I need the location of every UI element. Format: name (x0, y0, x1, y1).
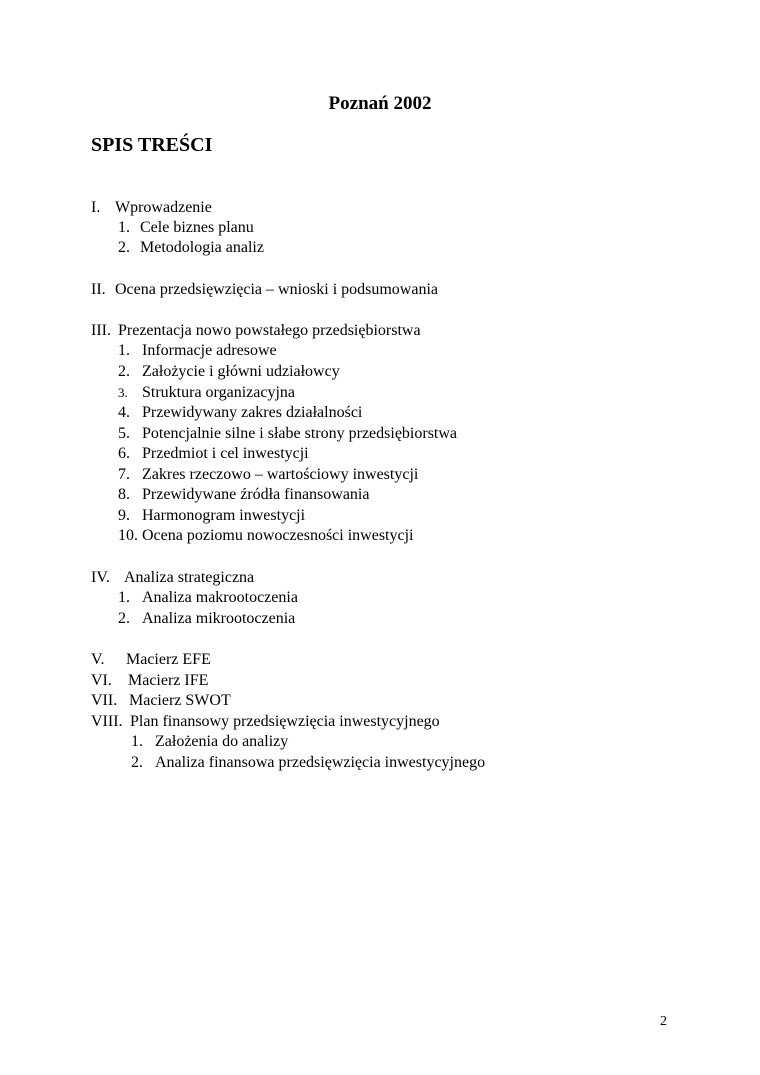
toc-item-title: Struktura organizacyjna (142, 384, 295, 401)
toc-item-number: 6. (118, 445, 130, 462)
toc-item (118, 506, 305, 526)
toc-item-title: Ocena poziomu nowoczesności inwestycji (142, 527, 414, 544)
toc-item (118, 341, 277, 361)
toc-section-6 (91, 671, 208, 691)
toc-section-number: V. (91, 651, 105, 668)
toc-item-title: Analiza finansowa przedsięwzięcia inwestycyjnego (155, 754, 486, 771)
toc-section-number: VII. (91, 692, 118, 709)
toc-item-title: Potencjalnie silne i słabe strony przedsiębiorstwa (142, 425, 458, 442)
toc-section-5 (91, 650, 211, 670)
toc-item-title: Analiza mikrootoczenia (142, 610, 296, 627)
toc-section-number: III. (91, 322, 111, 339)
toc-item-number: 1. (118, 342, 130, 359)
toc-item (118, 609, 295, 629)
toc-item (118, 362, 340, 382)
toc-item-number: 4. (118, 404, 130, 421)
toc-section-title: Plan finansowy przedsięwzięcia inwestycyjnego (130, 713, 440, 730)
toc-item-number: 2. (131, 754, 143, 771)
toc-section-number: I. (91, 199, 101, 216)
toc-item-title: Analiza makrootoczenia (142, 589, 298, 606)
toc-section-4 (91, 568, 254, 588)
toc-item (118, 485, 369, 505)
toc-item (118, 403, 362, 423)
toc-item-number: 2. (118, 610, 130, 627)
toc-item-title: Informacje adresowe (142, 342, 277, 359)
page-title: Poznań 2002 (328, 93, 432, 114)
toc-item-number: 1. (118, 219, 130, 236)
toc-section-number: VI. (91, 672, 112, 689)
toc-section-2 (91, 280, 438, 300)
toc-section-number: II. (91, 281, 106, 298)
toc-section-1 (91, 198, 212, 218)
toc-item-number: 8. (118, 486, 130, 503)
toc-item (118, 424, 457, 444)
toc-section-number: IV. (91, 569, 110, 586)
toc-item (118, 444, 309, 464)
toc-item-number: 2. (118, 363, 130, 380)
toc-item (118, 465, 418, 485)
toc-section-title: Macierz IFE (128, 672, 209, 689)
toc-section-7 (91, 691, 231, 711)
toc-item-number: 1. (131, 733, 143, 750)
toc-item-title: Metodologia analiz (140, 239, 264, 256)
toc-section-title: Macierz EFE (126, 651, 211, 668)
toc-section-title: Prezentacja nowo powstałego przedsiębiorstwa (118, 322, 421, 339)
toc-item (118, 526, 413, 546)
toc-item-number: 7. (118, 466, 130, 483)
toc-item-number: 5. (118, 425, 130, 442)
toc-item (118, 383, 295, 403)
toc-item-number: 10. (118, 527, 138, 544)
toc-section-title: Analiza strategiczna (124, 569, 255, 586)
toc-item-title: Przewidywany zakres działalności (142, 404, 363, 421)
toc-item (118, 238, 264, 258)
toc-item-number: 2. (118, 239, 130, 256)
toc-item-title: Założycie i główni udziałowcy (142, 363, 340, 380)
toc-item (131, 732, 288, 752)
toc-item-number: 9. (118, 507, 130, 524)
toc-item-number: 1. (118, 589, 130, 606)
page-number: 2 (660, 1014, 667, 1029)
toc-section-title: Wprowadzenie (115, 199, 212, 216)
toc-item (118, 588, 298, 608)
toc-section-title: Macierz SWOT (129, 692, 231, 709)
toc-section-title: Ocena przedsięwzięcia – wnioski i podsumowania (115, 281, 439, 298)
toc-section-3 (91, 321, 421, 341)
toc-item-title: Harmonogram inwestycji (142, 507, 306, 524)
toc-item-title: Zakres rzeczowo – wartościowy inwestycji (142, 466, 419, 483)
toc-item-title: Założenia do analizy (155, 733, 289, 750)
toc-item-title: Przedmiot i cel inwestycji (142, 445, 309, 462)
toc-heading: SPIS TREŚCI (91, 134, 213, 156)
toc-item (118, 218, 254, 238)
toc-section-8 (91, 712, 440, 732)
toc-item-title: Cele biznes planu (140, 219, 254, 236)
toc-item (131, 753, 485, 773)
toc-item-title: Przewidywane źródła finansowania (142, 486, 370, 503)
toc-item-number: 3. (118, 385, 128, 400)
toc-section-number: VIII. (91, 713, 123, 730)
